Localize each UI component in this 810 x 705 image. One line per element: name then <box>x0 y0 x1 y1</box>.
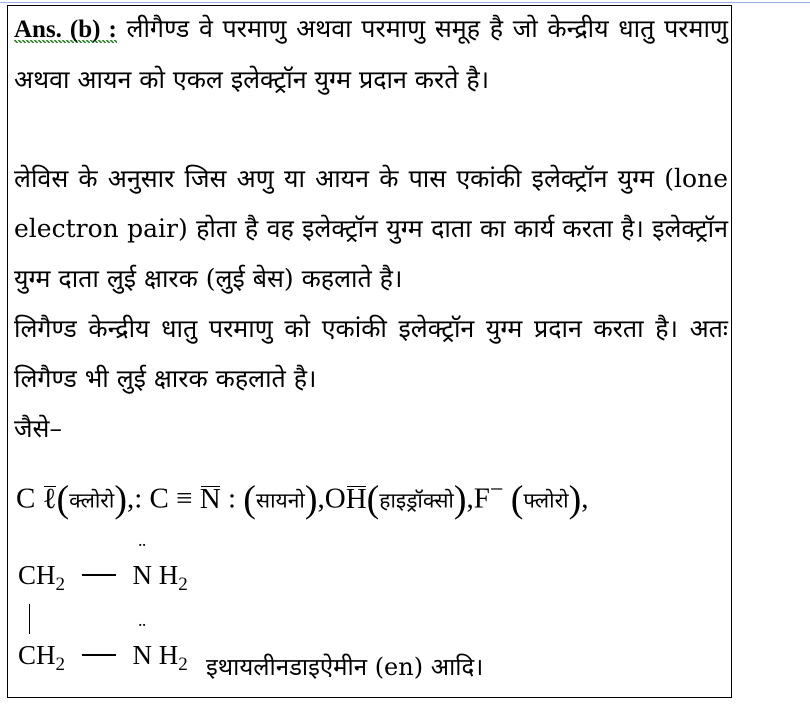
ligand-formula-line <box>16 476 589 522</box>
hydroxo-name: हाइड्रॉक्सो <box>379 488 454 513</box>
paren-close: ) <box>114 478 127 521</box>
fluoride-charge: − <box>489 476 504 503</box>
paren-open: ( <box>366 478 380 521</box>
vertical-bond <box>29 604 30 634</box>
h-subscript: 2 <box>178 574 188 595</box>
cyano-name: सायनो <box>255 488 305 513</box>
answer-text: लीगैण्ड वे परमाणु अथवा परमाणु समूह है जो केन्द्रीय धातु परमाणु अथवा आयन को एकल इलेक्ट्रॉन युग्म प्रदान करते है। <box>14 14 728 94</box>
paren-open: ( <box>510 478 524 521</box>
paren-open: ( <box>56 478 70 521</box>
lewis-paragraph: लेविस के अनुसार जिस अणु या आयन के पास एकांकी इलेक्ट्रॉन युग्म (lone electron pair) होता है वह इलेक्ट्रॉन युग्म दाता का कार्य करता है। इलेक्ट्रॉन युग्म दाता लुई क्षारक (लुई बेस) कहलाते है। <box>14 164 728 293</box>
nitrogen-label: ¨ N <box>133 560 153 591</box>
cyanide-n: N <box>199 482 221 515</box>
ch-subscript: 2 <box>55 654 66 675</box>
hydroxide-h: H <box>345 482 367 515</box>
bond-line <box>82 654 116 656</box>
cyanide-formula: ,: C ≡ <box>126 482 200 515</box>
h-label: H <box>158 640 179 670</box>
cyanide-colon: : <box>220 482 244 515</box>
fluoride-f: ,F <box>466 482 490 515</box>
ethylenediamine-top-row <box>18 560 188 596</box>
chloride-c: C <box>16 482 36 515</box>
fluoro-name: फ्लोरो <box>523 488 569 513</box>
top-rule <box>0 2 810 3</box>
ethylenediamine-bottom-row <box>18 640 188 676</box>
paren-close: ) <box>568 478 582 521</box>
chloro-name: क्लोरो <box>69 488 115 513</box>
h-subscript: 2 <box>178 654 188 675</box>
ch-label: CH <box>18 640 56 670</box>
answer-paragraph <box>14 4 728 105</box>
trailing-comma: , <box>581 482 589 515</box>
paren-close: ) <box>304 478 318 521</box>
paren-close: ) <box>453 478 467 521</box>
nitrogen-label: ¨ N <box>133 640 153 671</box>
ch-label: CH <box>18 560 56 590</box>
chloride-ell: ℓ <box>42 482 57 515</box>
bond-line <box>82 574 116 576</box>
examples-label: जैसे– <box>14 414 62 443</box>
hydroxide-o: ,O <box>317 482 346 515</box>
ligand-paragraph: लिगैण्ड केन्द्रीय धातु परमाणु को एकांकी इलेक्ट्रॉन युग्म प्रदान करता है। अतः लिगैण्ड भी लुई क्षारक कहलाते है। <box>14 314 728 393</box>
ethylenediamine-name: इथायलीनडाइऐमीन (en) आदि। <box>206 653 484 681</box>
paren-open: ( <box>243 478 256 521</box>
ch-subscript: 2 <box>55 574 66 595</box>
answer-label: Ans. (b) : <box>14 16 117 43</box>
h-label: H <box>158 560 179 590</box>
